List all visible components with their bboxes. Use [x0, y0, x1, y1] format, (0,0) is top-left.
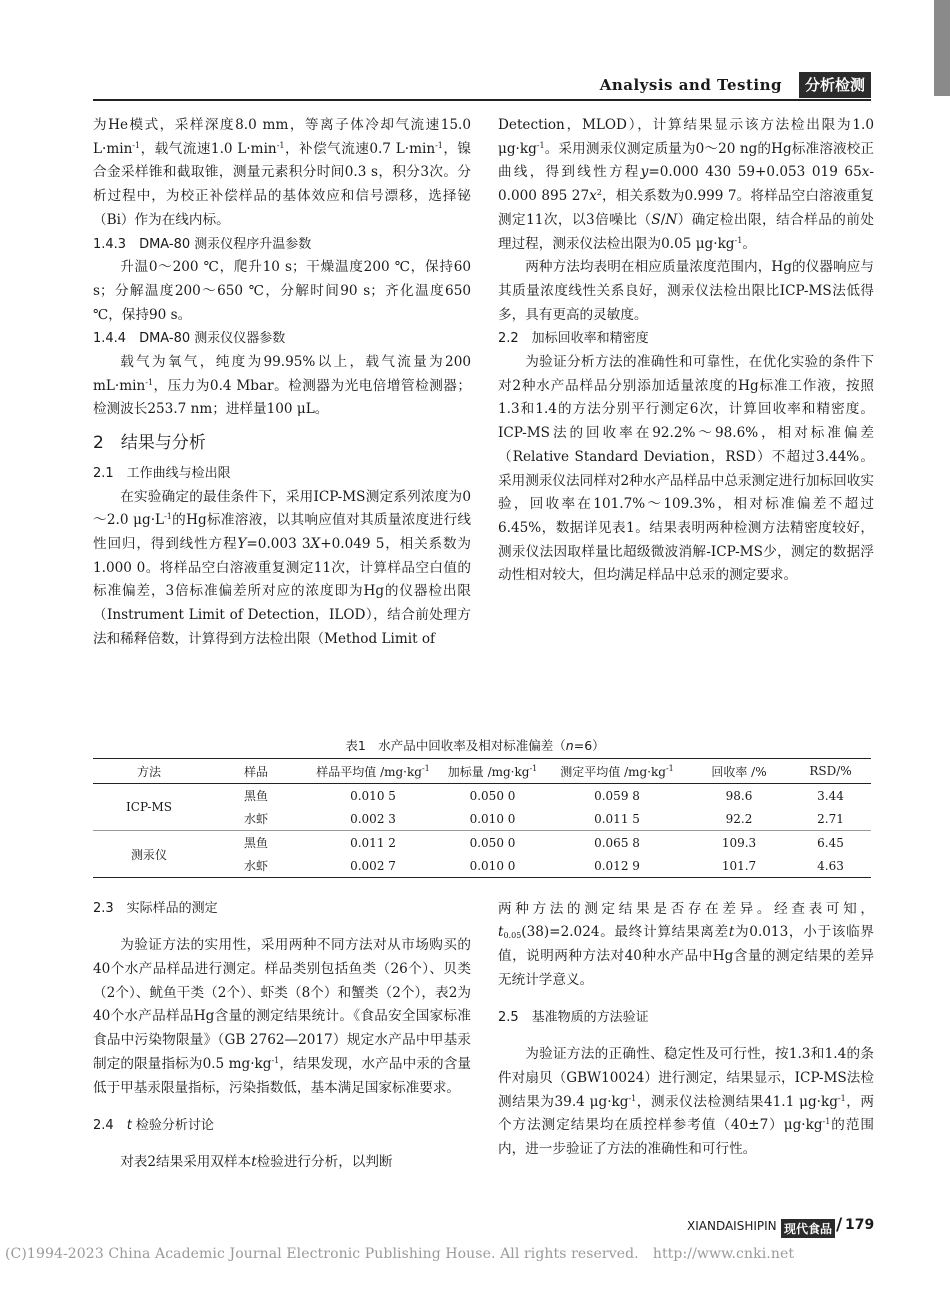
header-section-cn: 分析检测 — [799, 72, 871, 98]
heading-2-2: 2.2 加标回收率和精密度 — [498, 331, 649, 347]
page-number: 179 — [845, 1217, 875, 1233]
table-cell: 黑鱼 — [243, 789, 268, 803]
paragraph-2-1-b: 两种方法均表明在相应质量浓度范围内，Hg的仪器响应与其质量浓度线性关系良好，测汞仪法检出限比ICP-MS法低得多，具有更高的灵敏度。 — [498, 259, 874, 323]
table-1-caption: 表1 水产品中回收率及相对标准偏差（n=6） — [345, 738, 605, 753]
table-header-cell: 测定平均值 $/mg\cdot kg^{-1}$ — [546, 759, 688, 784]
heading-section-2: 2 结果与分析 — [93, 433, 206, 454]
heading-2-3: 2.3 实际样品的测定 — [93, 901, 218, 916]
left-column-lower — [93, 884, 471, 1188]
footer-journal-cn: 现代食品 — [781, 1219, 835, 1238]
table-1 — [93, 758, 871, 878]
table-cell: 水虾 — [205, 854, 307, 878]
table-header-row — [93, 759, 871, 784]
table-cell: 0.011 5 — [546, 807, 688, 831]
table-header-cell: RSD/% — [790, 759, 871, 784]
table-header-cell: 回收率 /% — [688, 759, 790, 784]
paragraph-2-4-continued: 两种方法的测定结果是否存在差异。经查表可知，$t_{0.05}(38)=2.024$。最终计算结果离差t为0.013，小于该临界值，说明两种方法对40种水产品中Hg含量的测定结果的差异无统计学意义。 — [498, 900, 874, 988]
table-cell: 92.2 — [688, 807, 790, 831]
header-rule — [93, 99, 871, 101]
table-cell: 0.011 2 — [350, 835, 396, 850]
heading-2-5: 2.5 基准物质的方法验证 — [498, 1010, 649, 1025]
paragraph-1-4-4: 载气为氧气，纯度为99.95%以上，载气流量为200 $mL\cdot\min^{-1}$，压力为0.4 Mbar。检测器为光电倍增管检测器；检测波长253.7 nm；进样量100 μL。 — [93, 354, 471, 418]
paragraph-2-2: 为验证分析方法的准确性和可靠性，在优化实验的条件下对2种水产品样品分别添加适量浓度的Hg标准工作液，按照1.3和1.4的方法分别平行测定6次，计算回收率和精密度。ICP-MS法的回收率在92.2%～98.6%，相对标准偏差（Relative Standard Deviation，RSD）不超过3.44%。采用测汞仪法同样对2种水产品样品中总汞测定进行加标回收实验，回收率在101.7%～109.3%，相对标准偏差不超过6.45%，数据详见表1。结果表明两种检测方法精密度较好，测汞仪法因取样量比超级微波消解-ICP-MS少，测定的数据浮动性相对较大，但均满足样品中总汞的测定要求。 — [498, 354, 874, 584]
table-header-cell: 加标量 $/mg\cdot kg^{-1}$ — [439, 759, 546, 784]
table-cell: 0.002 7 — [307, 854, 439, 878]
table-cell: 0.059 8 — [594, 788, 640, 803]
paragraph-2-3: 为验证方法的实用性，采用两种不同方法对从市场购买的40个水产品样品进行测定。样品类别包括鱼类（26个）、贝类（2个）、鱿鱼干类（2个）、虾类（8个）和蟹类（2个），表2为40个水产品样品Hg含量的测定结果统计。《食品安全国家标准 食品中污染物限量》（GB 2762—2017）规定水产品中甲基汞制定的限量指标为0.5 $mg\cdot kg^{-1}$，结果发现，水产品中汞的含量低于甲基汞限量指标，污染指数低，基本满足国家标准要求。 — [93, 937, 472, 1096]
right-column-lower — [498, 884, 874, 1175]
paragraph-2-1: 在实验确定的最佳条件下，采用ICP-MS测定系列浓度为0～2.0 $\mu g\cdot L^{-1}$的Hg标准溶液，以其响应值对其质量浓度进行线性回归，得到线性方程Y=0.003 3X+0.049 5，相关系数为1.000 0。将样品空白溶液重复测定11次，计算样品空白值的标准偏差，3倍标准偏差所对应的浓度即为Hg的仪器检出限（Instrument Limit of Detection，ILOD），结合前处理方法和稀释倍数，计算得到方法检出限（Method Limit of — [93, 488, 471, 647]
table-row — [93, 784, 871, 808]
table-cell: 0.050 0 — [469, 788, 516, 803]
table-cell-method: ICP-MS — [93, 784, 205, 831]
table-header-cell: 方法 — [93, 759, 205, 784]
edge-tab — [934, 0, 950, 96]
table-cell: 0.010 0 — [439, 807, 546, 831]
paragraph-intro: 为He模式，采样深度8.0 mm，等离子体冷却气流速15.0 $L\cdot\min^{-1}$，载气流速1.0 $L\cdot\min^{-1}$，补偿气流速0.7 $L\cdot\min^{-1}$，镍合金采样锥和截取锥，测量元素积分时间0.3 s，积分3次。分析过程中，为校正补偿样品的基体效应和信号漂移，选择铋（Bi）作为在线内标。 — [93, 117, 472, 228]
paragraph-2-5: 为验证方法的正确性、稳定性及可行性，按1.3和1.4的条件对扇贝（GBW10024）进行测定，结果显示，ICP-MS法检测结果为39.4 $\mu g\cdot kg^{-1}$，测汞仪法检测结果41.1 $\mu g\cdot kg^{-1}$，两个方法测定结果均在质控样参考值$(40\pm 7)\mu g\cdot kg^{-1}$的范围内，进一步验证了方法的准确性和可行性。 — [498, 1046, 875, 1158]
table-cell: 2.71 — [790, 807, 871, 831]
heading-1-4-4: 1.4.4 DMA-80 测汞仪仪器参数 — [93, 331, 286, 347]
table-cell-method: 测汞仪 — [93, 831, 205, 878]
left-column — [93, 114, 471, 651]
table-cell: 0.002 3 — [307, 807, 439, 831]
heading-1-4-3: 1.4.3 DMA-80 测汞仪程序升温参数 — [93, 236, 312, 252]
paragraph-2-4: 对表2结果采用双样本t检验进行分析，以判断 — [120, 1154, 393, 1171]
right-column — [498, 114, 874, 588]
copyright-notice: (C)1994-2023 China Academic Journal Electronic Publishing House. All rights reserved. http://www.cnki.net — [5, 1246, 795, 1262]
footer-slash: / — [836, 1215, 843, 1235]
table-cell: 98.6 — [725, 788, 753, 803]
table-cell: 水虾 — [205, 807, 307, 831]
table-cell: 0.012 9 — [546, 854, 688, 878]
header-section-en: Analysis and Testing — [599, 76, 782, 94]
paragraph-2-1-continued: Detection，MLOD），计算结果显示该方法检出限为1.0 $\mu g\cdot kg^{-1}$。采用测汞仪测定质量为0～20 ng的Hg标准溶液校正曲线，得到线性方程y=0.000 430 59+0.053 019 65x-0.000 895 $27x^2$，相关系数为0.999 7。将样品空白溶液重复测定11次，以3倍噪比（S/N）确定检出限，结合样品的前处理过程，测汞仪法检出限为0.05 $\mu g\cdot kg^{-1}$。 — [498, 117, 875, 252]
footer-journal-en: XIANDAISHIPIN — [687, 1219, 777, 1233]
table-cell: 黑鱼 — [243, 836, 268, 850]
table-cell: 101.7 — [688, 854, 790, 878]
table-cell: 6.45 — [817, 835, 844, 850]
table-cell: 109.3 — [721, 835, 757, 850]
table-header-cell: 样品 — [205, 759, 307, 784]
heading-2-4: 2.4 t 检验分析讨论 — [93, 1117, 214, 1133]
table-row — [93, 854, 871, 878]
table-header-cell: 样品平均值 $/mg\cdot kg^{-1}$ — [307, 759, 439, 784]
table-cell: 3.44 — [817, 788, 844, 803]
heading-2-1: 2.1 工作曲线与检出限 — [93, 465, 231, 481]
paragraph-1-4-3: 升温0～200 ℃，爬升10 s；干燥温度200 ℃，保持60 s；分解温度200～650 ℃，分解时间90 s；齐化温度650 ℃，保持90 s。 — [93, 259, 471, 323]
table-cell: 4.63 — [790, 854, 871, 878]
table-cell: 0.065 8 — [594, 835, 640, 850]
table-cell: 0.010 0 — [439, 854, 546, 878]
table-cell: 0.050 0 — [469, 835, 516, 850]
table-row — [93, 831, 871, 855]
table-row — [93, 807, 871, 831]
table-cell: 0.010 5 — [350, 788, 396, 803]
